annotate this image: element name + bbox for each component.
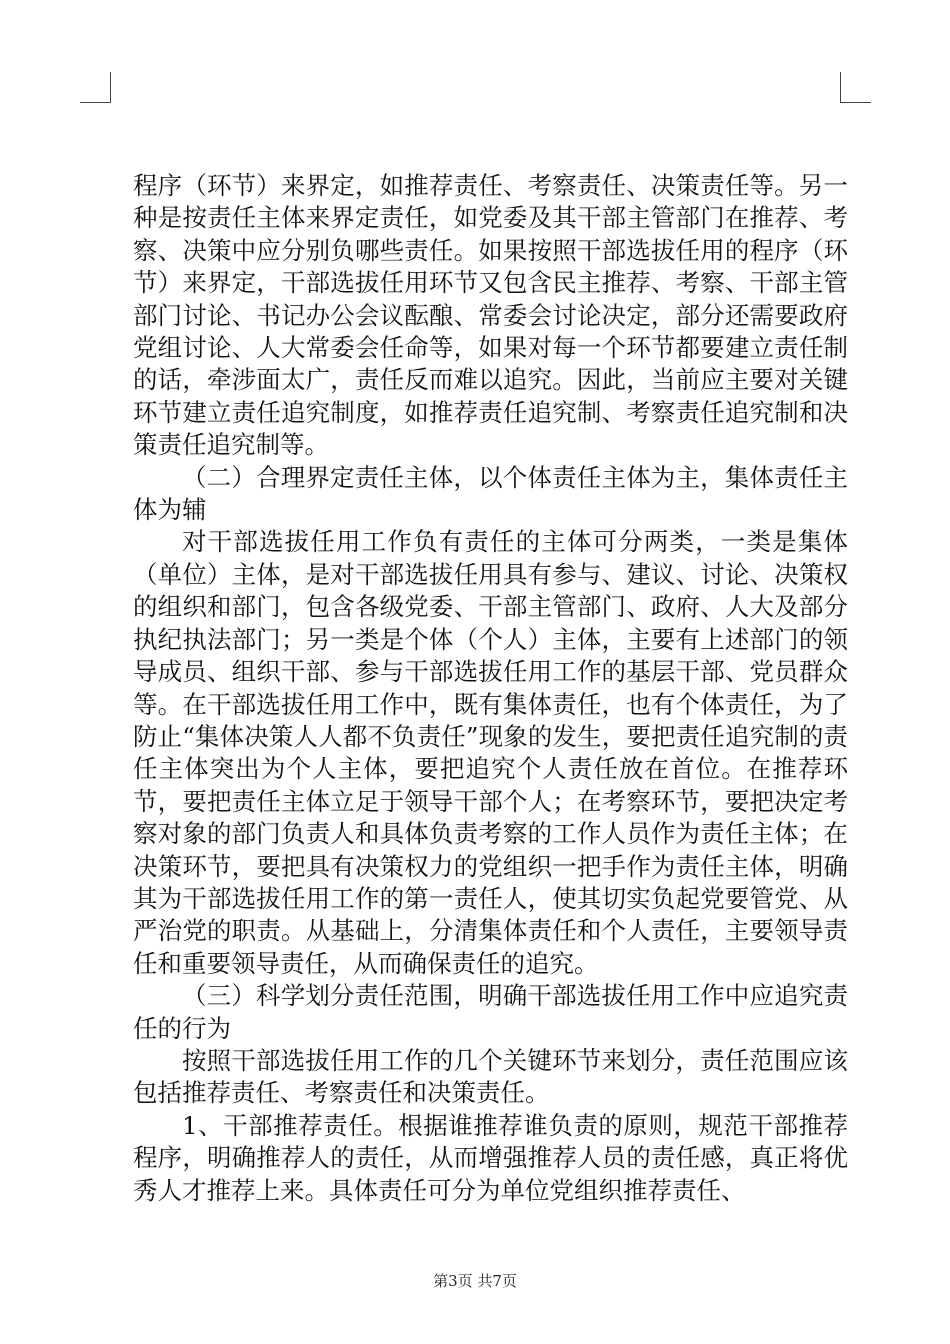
- paragraph-recommendation-responsibility: 1、干部推荐责任。根据谁推荐谁负责的原则，规范干部推荐程序，明确推荐人的责任，从而增强推荐人员的责任感，真正将优秀人才推荐上来。具体责任可分为单位党组织推荐责任、: [133, 1110, 848, 1205]
- paragraph-responsibility-scope: 按照干部选拔任用工作的几个关键环节来划分，责任范围应该包括推荐责任、考察责任和决策责任。: [133, 1045, 848, 1108]
- document-body: [133, 170, 848, 1207]
- paragraph-continuation: 程序（环节）来界定，如推荐责任、考察责任、决策责任等。另一种是按责任主体来界定责任，如党委及其干部主管部门在推荐、考察、决策中应分别负哪些责任。如果按照干部选拔任用的程序（环节）来界定，干部选拔任用环节又包含民主推荐、考察、干部主管部门讨论、书记办公会议酝酿、常委会讨论决定，部分还需要政府党组讨论、人大常委会任命等，如果对每一个环节都要建立责任制的话，牵涉面太广，责任反而难以追究。因此，当前应主要对关键环节建立责任追究制度，如推荐责任追究制、考察责任追究制和决策责任追究制等。: [133, 171, 848, 460]
- crop-mark-top-left: [80, 72, 111, 103]
- section-heading-2: （二）合理界定责任主体，以个体责任主体为主，集体责任主体为辅: [133, 462, 848, 525]
- paragraph-responsibility-subjects: 对干部选拔任用工作负有责任的主体可分两类，一类是集体（单位）主体，是对干部选拔任用具有参与、建议、讨论、决策权的组织和部门，包含各级党委、干部主管部门、政府、人大及部分执纪执法部门；另一类是个体（个人）主体，主要有上述部门的领导成员、组织干部、参与干部选拔任用工作的基层干部、党员群众等。在干部选拔任用工作中，既有集体责任，也有个体责任，为了防止“集体决策人人都不负责任”现象的发生，要把责任追究制的责任主体突出为个人主体，要把追究个人责任放在首位。在推荐环节，要把责任主体立足于领导干部个人；在考察环节，要把决定考察对象的部门负责人和具体负责考察的工作人员作为责任主体；在决策环节，要把具有决策权力的党组织一把手作为责任主体，明确其为干部选拔任用工作的第一责任人，使其切实负起党要管党、从严治党的职责。从基础上，分清集体责任和个人责任，主要领导责任和重要领导责任，从而确保责任的追究。: [133, 527, 848, 978]
- crop-mark-top-right: [840, 72, 871, 103]
- page-footer: 第3页 共7页: [433, 1272, 517, 1290]
- section-heading-3: （三）科学划分责任范围，明确干部选拔任用工作中应追究责任的行为: [133, 981, 848, 1043]
